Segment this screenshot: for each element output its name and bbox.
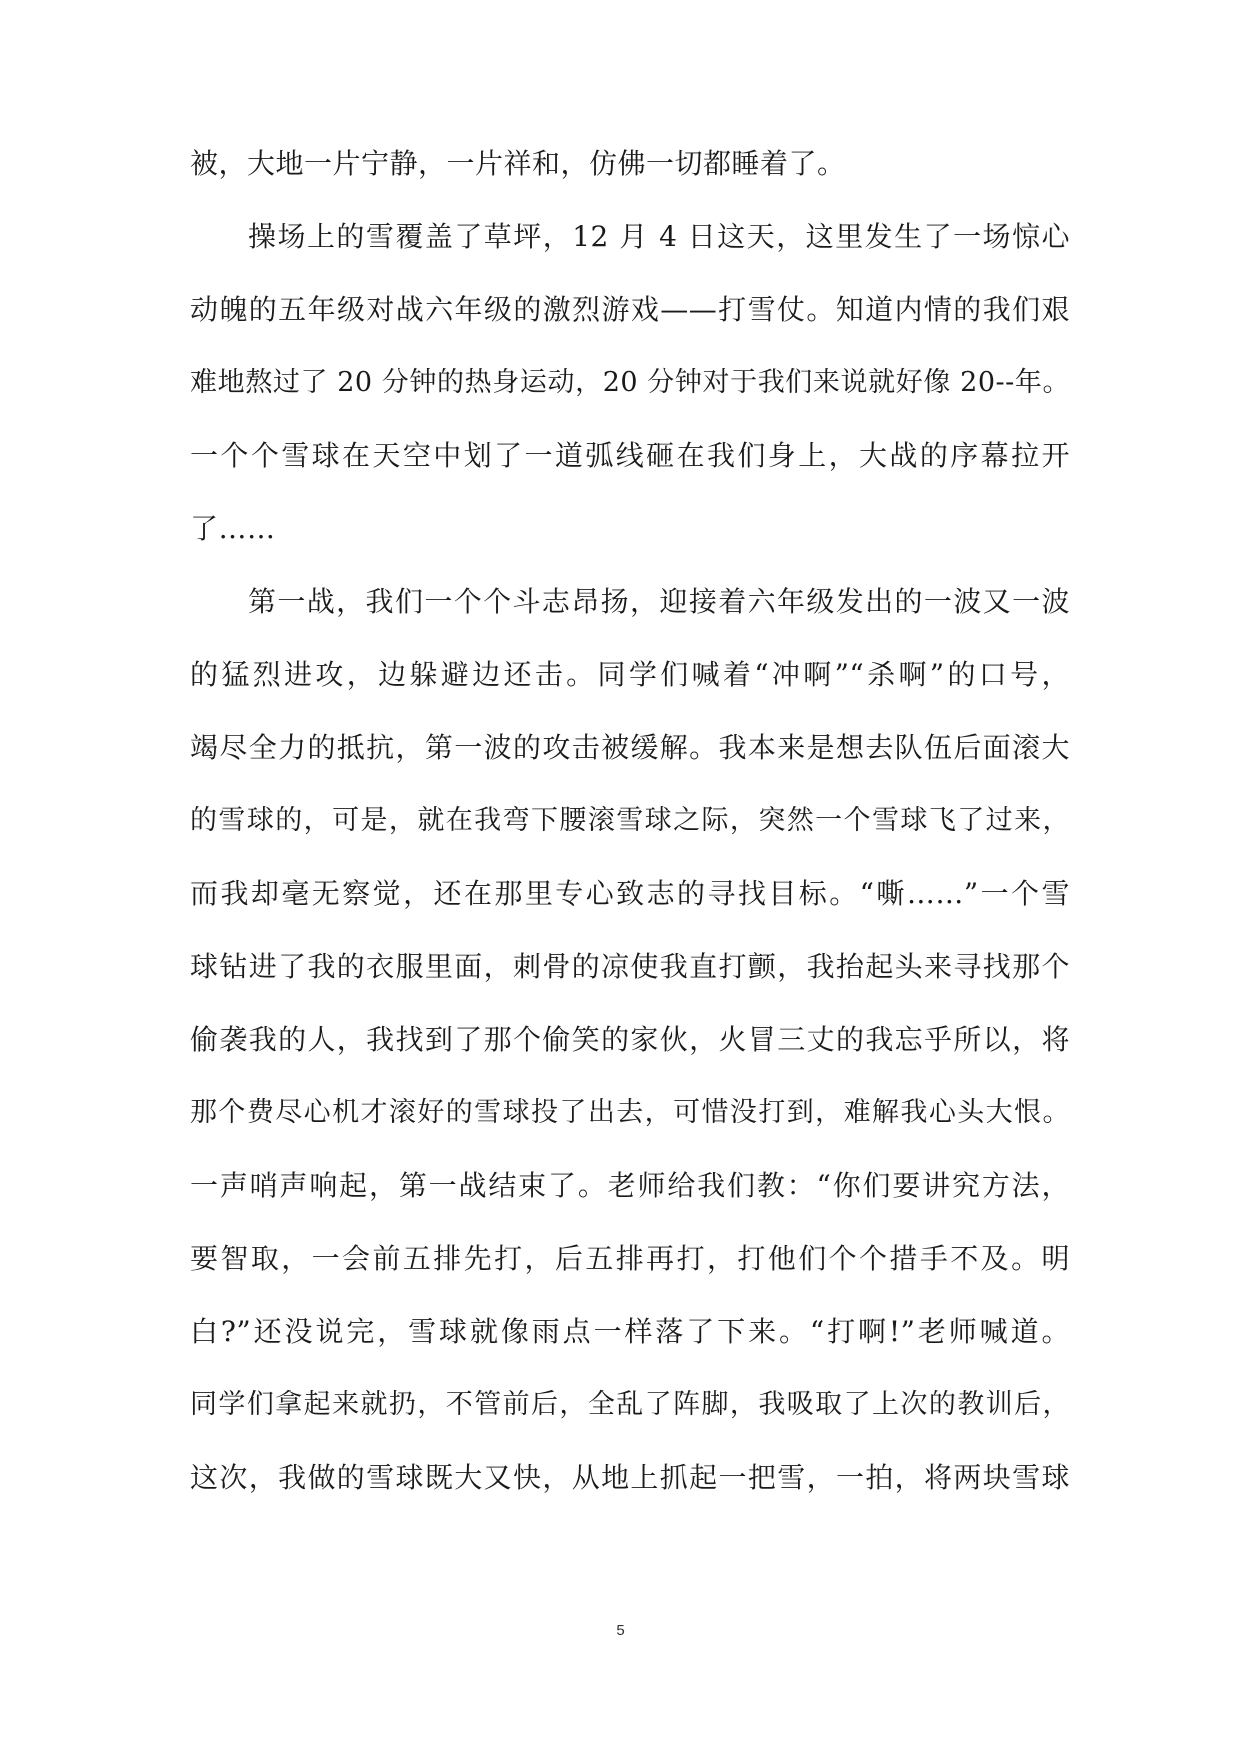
text-line: 操场上的雪覆盖了草坪，12 月 4 日这天，这里发生了一场惊心 (248, 220, 1070, 253)
text-line: 一个个雪球在天空中划了一道弧线砸在我们身上，大战的序幕拉开 (190, 439, 1070, 472)
text-line: 同学们拿起来就扔，不管前后，全乱了阵脚，我吸取了上次的教训后， (190, 1389, 1070, 1420)
text-line: 了…… (190, 512, 276, 545)
text-line: 那个费尽心机才滚好的雪球投了出去，可惜没打到，难解我心头大恨。 (190, 1097, 1070, 1128)
text-line: 难地熬过了 20 分钟的热身运动，20 分钟对于我们来说就好像 20--年。 (190, 367, 1070, 398)
text-line: 一声哨声响起，第一战结束了。老师给我们教：“你们要讲究方法， (190, 1169, 1070, 1202)
text-line: 而我却毫无察觉，还在那里专心致志的寻找目标。“嘶……”一个雪 (190, 877, 1070, 910)
text-line: 球钻进了我的衣服里面，刺骨的凉使我直打颤，我抬起头来寻找那个 (190, 950, 1070, 983)
text-line: 偷袭我的人，我找到了那个偷笑的家伙，火冒三丈的我忘乎所以，将 (190, 1023, 1070, 1056)
text-line: 的雪球的，可是，就在我弯下腰滚雪球之际，突然一个雪球飞了过来， (190, 805, 1070, 836)
text-line: 动魄的五年级对战六年级的激烈游戏——打雪仗。知道内情的我们艰 (190, 293, 1070, 326)
text-line: 白?”还没说完，雪球就像雨点一样落了下来。“打啊!”老师喊道。 (190, 1315, 1070, 1348)
page-number: 5 (616, 1622, 625, 1639)
text-line: 要智取，一会前五排先打，后五排再打，打他们个个措手不及。明 (190, 1242, 1070, 1275)
text-line: 竭尽全力的抵抗，第一波的攻击被缓解。我本来是想去队伍后面滚大 (190, 731, 1070, 764)
text-line: 这次，我做的雪球既大又快，从地上抓起一把雪，一拍，将两块雪球 (190, 1461, 1070, 1494)
text-line: 的猛烈进攻，边躲避边还击。同学们喊着“冲啊”“杀啊”的口号， (190, 658, 1070, 691)
text-line: 被，大地一片宁静，一片祥和，仿佛一切都睡着了。 (190, 147, 846, 180)
text-line: 第一战，我们一个个斗志昂扬，迎接着六年级发出的一波又一波 (248, 585, 1070, 618)
